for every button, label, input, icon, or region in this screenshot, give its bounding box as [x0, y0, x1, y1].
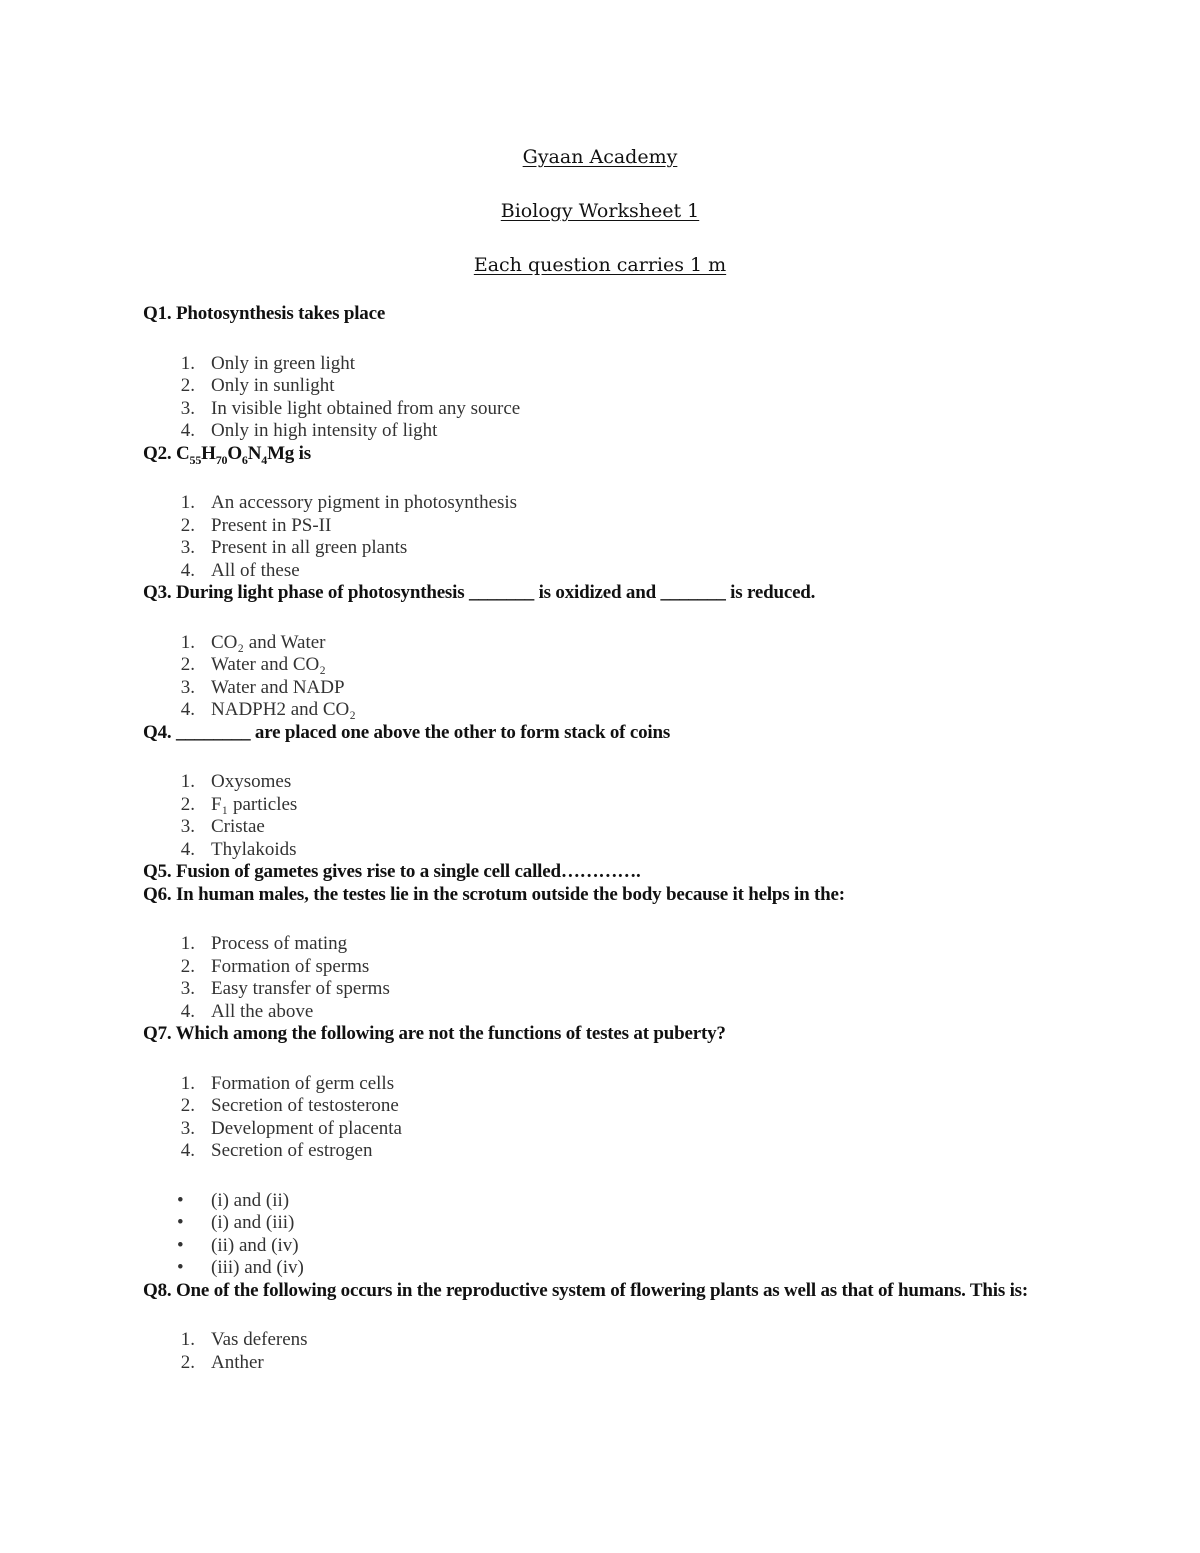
question-2-options	[143, 492, 1083, 582]
option-item: 2. Anther	[180, 1351, 264, 1373]
option-item: 3. In visible light obtained from any source	[180, 397, 521, 419]
option-item: 2. F₁ particles	[180, 793, 298, 815]
question-5: Q5. Fusion of gametes gives rise to a single cell called………….	[143, 861, 641, 882]
worksheet-title: Biology Worksheet 1	[500, 200, 700, 222]
question-8: Q8. One of the following occurs in the reproductive system of flowering plants as well as that of humans. This is:	[143, 1279, 1028, 1301]
question-6-options	[143, 933, 1083, 1023]
option-item: 1. Vas deferens	[180, 1329, 308, 1350]
marks-note: Each question carries 1 m	[473, 254, 727, 276]
option-item: 4. Thylakoids	[180, 838, 297, 860]
bullet-icon: •	[177, 1212, 184, 1233]
option-item: 4. Secretion of estrogen	[180, 1140, 373, 1161]
question-4-options	[143, 771, 1083, 861]
option-item: 1. Process of mating	[180, 933, 348, 954]
option-item: 2. Water and CO₂	[180, 654, 326, 675]
question-3: Q3. During light phase of photosynthesis _______ is oxidized and _______ is reduced.	[143, 582, 816, 603]
question-6: Q6. In human males, the testes lie in the scrotum outside the body because it helps in the:	[143, 883, 845, 905]
option-item: 1. Oxysomes	[180, 771, 292, 792]
question-3-options	[143, 632, 1083, 722]
questions-section	[143, 303, 1083, 1374]
option-item: 2. Formation of sperms	[180, 955, 370, 977]
option-item: 1. Formation of germ cells	[180, 1072, 395, 1094]
question-7: Q7. Which among the following are not the functions of testes at puberty?	[143, 1023, 726, 1044]
question-4: Q4. ________ are placed one above the other to form stack of coins	[143, 721, 671, 743]
question-7-choices	[143, 1190, 1083, 1280]
academy-title: Gyaan Academy	[522, 146, 678, 168]
option-item: 1. CO₂ and Water	[180, 631, 326, 653]
option-item: 3. Water and NADP	[180, 676, 345, 698]
bullet-icon: •	[177, 1257, 184, 1278]
question-1-options	[143, 353, 1083, 443]
option-item: 2. Present in PS-II	[180, 514, 332, 536]
choice-item: • (i) and (iii)	[177, 1212, 295, 1233]
question-8-options	[143, 1329, 1083, 1374]
bullet-icon: •	[177, 1189, 184, 1211]
option-item: 4. All of these	[180, 559, 300, 581]
option-item: 2. Only in sunlight	[180, 375, 335, 396]
worksheet-header	[0, 141, 1200, 281]
option-item: 3. Present in all green plants	[180, 537, 408, 558]
option-item: 1. An accessory pigment in photosynthesis	[180, 492, 518, 513]
option-item: 4. All the above	[180, 1000, 314, 1022]
choice-item: • (i) and (ii)	[177, 1189, 290, 1211]
question-1: Q1. Photosynthesis takes place	[143, 303, 386, 324]
option-item: 4. Only in high intensity of light	[180, 420, 438, 441]
option-item: 4. NADPH2 and CO₂	[180, 699, 356, 720]
question-2: Q2. $C_{55}H_{70}O_6N_4Mg$ is	[143, 442, 311, 467]
bullet-icon: •	[177, 1234, 184, 1256]
option-item: 1. Only in green light	[180, 352, 356, 374]
choice-item: • (iii) and (iv)	[177, 1257, 304, 1278]
option-item: 3. Easy transfer of sperms	[180, 978, 390, 999]
choice-item: • (ii) and (iv)	[177, 1234, 299, 1256]
option-item: 2. Secretion of testosterone	[180, 1095, 399, 1116]
option-item: 3. Cristae	[180, 816, 265, 837]
option-item: 3. Development of placenta	[180, 1117, 402, 1139]
question-7-options	[143, 1073, 1083, 1163]
